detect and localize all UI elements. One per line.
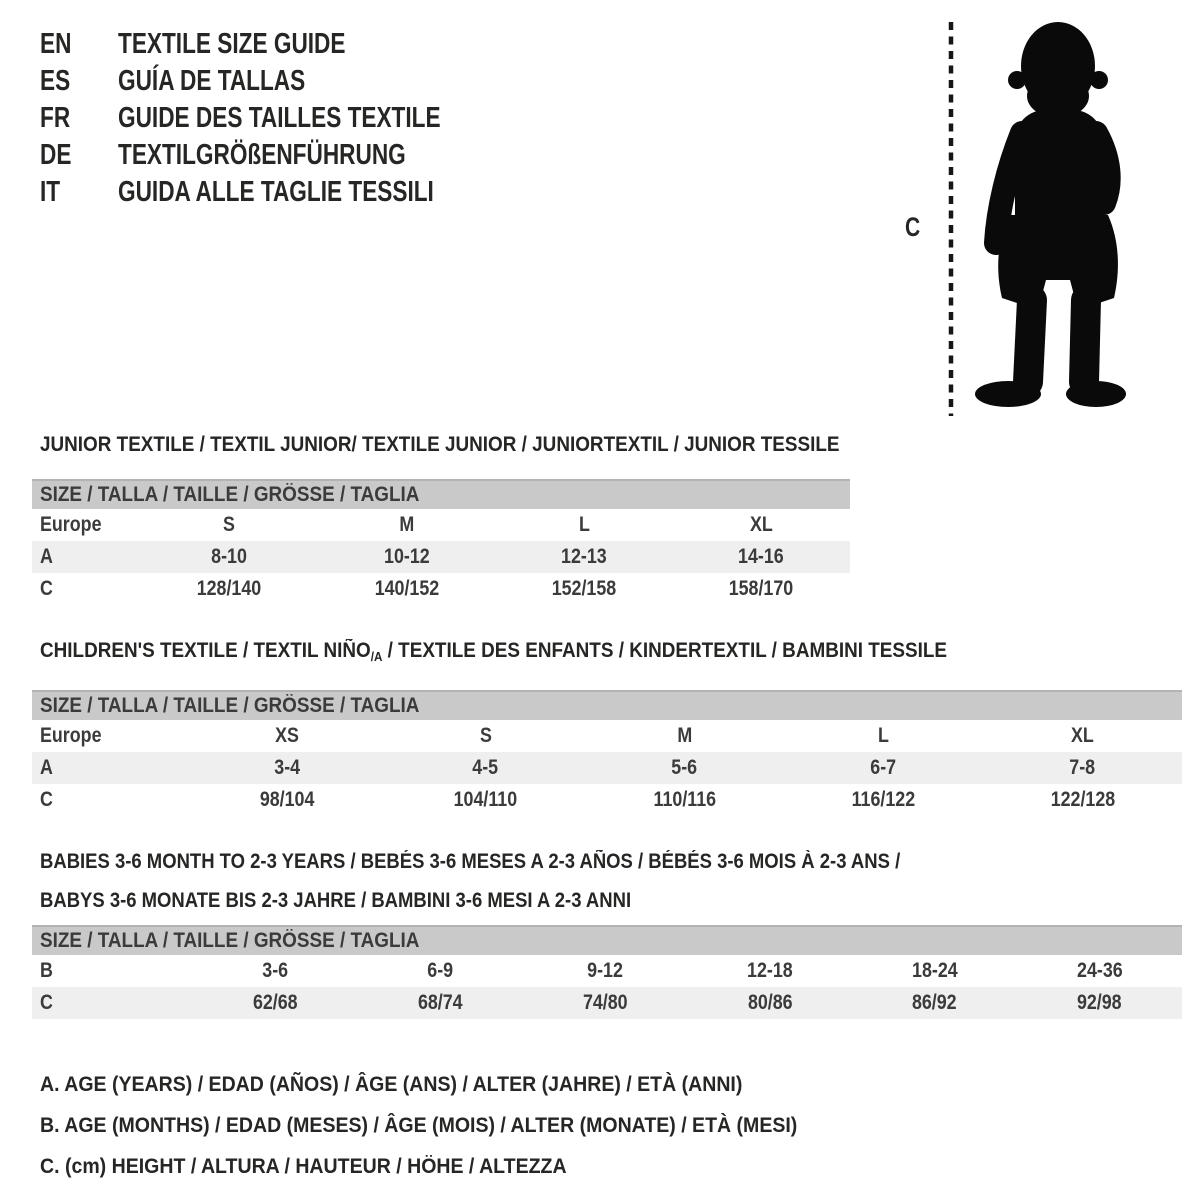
- row-label: C: [40, 991, 53, 1014]
- age-cell: 7-8: [1069, 756, 1096, 779]
- language-title: GUÍA DE TALLAS: [118, 65, 306, 97]
- size-cell: S: [479, 724, 492, 747]
- language-code: DE: [40, 139, 72, 171]
- language-code: IT: [40, 176, 61, 208]
- babies-size-header-bar: SIZE / TALLA / TAILLE / GRÖSSE / TAGLIA: [32, 925, 1182, 955]
- toddler-silhouette: [975, 22, 1126, 407]
- junior-row-europe: [32, 509, 850, 541]
- size-cell: S: [223, 513, 236, 536]
- size-cell: XL: [1071, 724, 1094, 747]
- language-row-de: [40, 137, 532, 174]
- children-row-europe: [32, 720, 1182, 752]
- legend-line-age-months: B. AGE (MONTHS) / EDAD (MESES) / ÂGE (MOIS) / ALTER (MONATE) / ETÀ (MESI): [40, 1113, 798, 1137]
- age-cell: 5-6: [671, 756, 698, 779]
- size-cell: XL: [749, 513, 773, 536]
- height-cell: 98/104: [259, 788, 315, 811]
- babies-row-months: [32, 955, 1182, 987]
- size-cell: L: [878, 724, 889, 747]
- measure-legend: [40, 1064, 854, 1187]
- language-row-it: [40, 174, 532, 211]
- language-row-es: [40, 63, 532, 100]
- babies-size-table: [32, 925, 1182, 1019]
- language-title: TEXTILGRÖßENFÜHRUNG: [118, 139, 406, 171]
- months-cell: 12-18: [747, 959, 793, 982]
- height-cell: 62/68: [253, 991, 298, 1014]
- height-cell: 80/86: [747, 991, 793, 1014]
- language-title: GUIDE DES TAILLES TEXTILE: [118, 102, 441, 134]
- row-label: A: [40, 756, 53, 779]
- height-measure-label: C: [905, 212, 921, 242]
- legend-line-height: C. (cm) HEIGHT / ALTURA / HAUTEUR / HÖHE / ALTEZZA: [40, 1154, 567, 1178]
- junior-row-age: [32, 541, 850, 573]
- toddler-silhouette-figure: [890, 10, 1200, 430]
- age-cell: 3-4: [273, 756, 300, 779]
- row-label: Europe: [40, 724, 102, 747]
- height-cell: 68/74: [417, 991, 463, 1014]
- language-row-fr: [40, 100, 532, 137]
- age-cell: 6-7: [870, 756, 897, 779]
- size-cell: L: [578, 513, 590, 536]
- size-cell: M: [399, 513, 415, 536]
- age-cell: 12-13: [561, 545, 607, 568]
- children-title-text: / TEXTILE DES ENFANTS / KINDERTEXTIL / BAMBINI TESSILE: [382, 639, 948, 662]
- height-cell: 92/98: [1077, 991, 1122, 1014]
- junior-size-table: [32, 479, 850, 605]
- language-title: GUIDA ALLE TAGLIE TESSILI: [118, 176, 434, 208]
- junior-row-height: [32, 573, 850, 605]
- age-cell: 14-16: [738, 545, 785, 568]
- language-code: FR: [40, 102, 71, 134]
- height-cell: 74/80: [582, 991, 628, 1014]
- children-title-text: CHILDREN'S TEXTILE / TEXTIL NIÑO: [40, 639, 371, 662]
- months-cell: 6-9: [427, 959, 454, 982]
- children-title-suffix: /A: [370, 649, 383, 664]
- height-cell: 140/152: [374, 577, 439, 600]
- months-cell: 9-12: [587, 959, 623, 982]
- row-label: B: [40, 959, 53, 982]
- children-row-age: [32, 752, 1182, 784]
- height-cell: 116/122: [851, 788, 916, 811]
- legend-line-age-years: A. AGE (YEARS) / EDAD (AÑOS) / ÂGE (ANS) / ALTER (JAHRE) / ETÀ (ANNI): [40, 1072, 743, 1096]
- language-code: EN: [40, 28, 72, 60]
- height-cell: 110/116: [653, 788, 716, 811]
- age-cell: 4-5: [472, 756, 499, 779]
- children-section-title: [40, 639, 1048, 664]
- children-size-header-bar: SIZE / TALLA / TAILLE / GRÖSSE / TAGLIA: [32, 690, 1182, 720]
- language-code: ES: [40, 65, 71, 97]
- row-label: C: [40, 788, 53, 811]
- height-cell: 152/158: [551, 577, 617, 600]
- language-title-list: [40, 26, 532, 211]
- junior-size-header-bar: SIZE / TALLA / TAILLE / GRÖSSE / TAGLIA: [32, 479, 850, 509]
- row-label: Europe: [40, 513, 102, 536]
- size-cell: XS: [274, 724, 299, 747]
- height-cell: 128/140: [197, 577, 262, 600]
- children-row-height: [32, 784, 1182, 816]
- age-cell: 10-12: [383, 545, 430, 568]
- months-cell: 3-6: [262, 959, 289, 982]
- age-cell: 8-10: [211, 545, 248, 568]
- size-cell: M: [677, 724, 693, 747]
- babies-section-title: BABIES 3-6 MONTH TO 2-3 YEARS / BEBÉS 3-6 MESES A 2-3 AÑOS / BÉBÉS 3-6 MOIS À 2-3 ANS / BABYS 3-6 MONATE BIS 2-3 JAHRE / BAMBINI 3-6 MESI A 2-3 ANNI: [40, 850, 901, 912]
- height-cell: 122/128: [1050, 788, 1115, 811]
- row-label: C: [40, 577, 53, 600]
- height-cell: 104/110: [453, 788, 518, 811]
- language-row-en: [40, 26, 532, 63]
- months-cell: 18-24: [911, 959, 958, 982]
- babies-row-height: [32, 987, 1182, 1019]
- junior-section-title: JUNIOR TEXTILE / TEXTIL JUNIOR/ TEXTILE JUNIOR / JUNIORTEXTIL / JUNIOR TESSILE: [40, 433, 840, 456]
- height-cell: 86/92: [912, 991, 958, 1014]
- row-label: A: [40, 545, 53, 568]
- months-cell: 24-36: [1076, 959, 1123, 982]
- height-cell: 158/170: [729, 577, 794, 600]
- language-title: TEXTILE SIZE GUIDE: [118, 28, 346, 60]
- children-size-table: [32, 690, 1182, 816]
